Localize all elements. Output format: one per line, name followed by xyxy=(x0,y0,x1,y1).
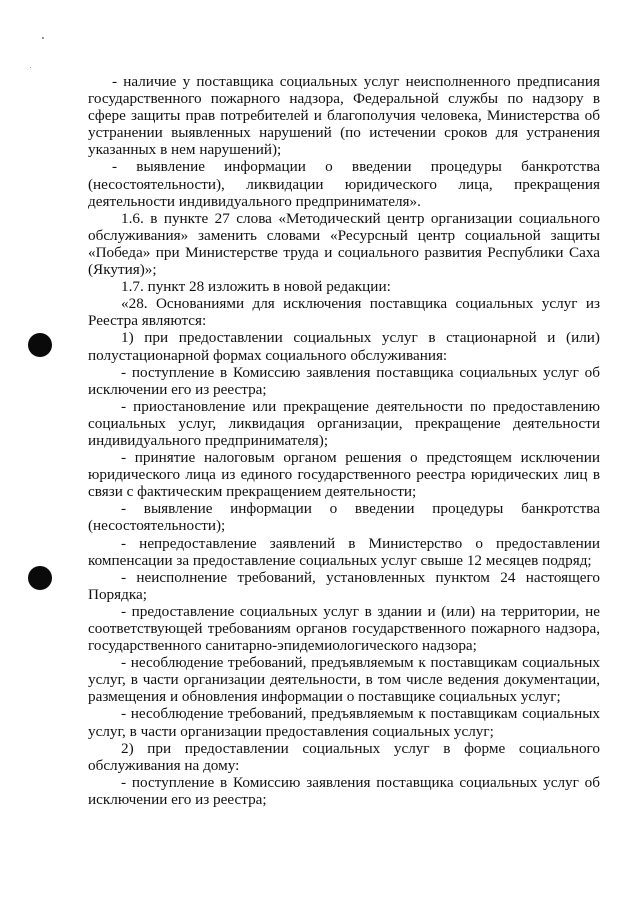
scan-speck xyxy=(42,37,44,39)
list-item-compensation-applications: - непредоставление заявлений в Министерство о предоставлении компенсации за предоставление социальных услуг свыше 12 месяцев подряд; xyxy=(88,534,600,569)
paragraph-inpatient-forms: 1) при предоставлении социальных услуг в стационарной и (или) полустационарной формах социального обслуживания: xyxy=(88,329,600,364)
paragraph-home-service-form: 2) при предоставлении социальных услуг в форме социального обслуживания на дому: xyxy=(88,739,600,774)
paragraph-amendment-1-6: 1.6. в пункте 27 слова «Методический центр организации социального обслуживания» заменить словами «Ресурсный центр социальной защиты «Победа» при Министерстве труда и социального развития Республики Саха (Якутия)»; xyxy=(88,209,600,279)
list-item-building-requirements: - предоставление социальных услуг в здании и (или) на территории, не соответствующей требованиям органов государственного пожарного надзора, государственного санитарно-эпидемиологического надзора; xyxy=(88,602,600,655)
document-body xyxy=(88,73,600,808)
punch-hole-mark xyxy=(28,566,52,590)
list-item-home-application-exclusion: - поступление в Комиссию заявления поставщика социальных услуг об исключении его из реестра; xyxy=(88,773,600,808)
punch-hole-mark xyxy=(28,333,52,357)
scan-speck xyxy=(30,67,31,68)
list-item-application-exclusion: - поступление в Комиссию заявления поставщика социальных услуг об исключении его из реестра; xyxy=(88,363,600,398)
list-item-tax-authority-decision: - принятие налоговым органом решения о предстоящем исключении юридического лица из единого государственного реестра юридических лиц в связи с фактическим прекращением деятельности; xyxy=(88,449,600,501)
paragraph-bankruptcy-info: - выявление информации о введении процедуры банкротства (несостоятельности), ликвидации юридического лица, прекращения деятельности индивидуального предпринимателя». xyxy=(88,158,600,210)
paragraph-amendment-1-7: 1.7. пункт 28 изложить в новой редакции: xyxy=(121,278,391,296)
list-item-service-provision-requirements: - несоблюдение требований, предъявляемым к поставщикам социальных услуг, в части организации предоставления социальных услуг; xyxy=(88,705,600,740)
list-item-documentation-requirements: - несоблюдение требований, предъявляемым к поставщикам социальных услуг, в части организации деятельности, в том числе ведения документации, размещения и обновления информации о поставщике социальных услуг; xyxy=(88,654,600,706)
list-item-bankruptcy: - выявление информации о введении процедуры банкротства (несостоятельности); xyxy=(88,500,600,535)
paragraph-clause-28-heading: «28. Основаниями для исключения поставщика социальных услуг из Реестра являются: xyxy=(88,295,600,330)
list-item-suspension-activity: - приостановление или прекращение деятельности по предоставлению социальных услуг, ликвидация организации, прекращение деятельности индивидуального предпринимателя); xyxy=(88,397,600,449)
list-item-clause-24-violation: - неисполнение требований, установленных пунктом 24 настоящего Порядка; xyxy=(88,568,600,603)
paragraph-fire-supervision-order: - наличие у поставщика социальных услуг неисполненного предписания государственного пожарного надзора, Федеральной службы по надзору в сфере защиты прав потребителей и благополучия человека, Министерства об устранении выявленных нарушений (по истечении сроков для устранения указанных в нем нарушений); xyxy=(88,73,600,159)
